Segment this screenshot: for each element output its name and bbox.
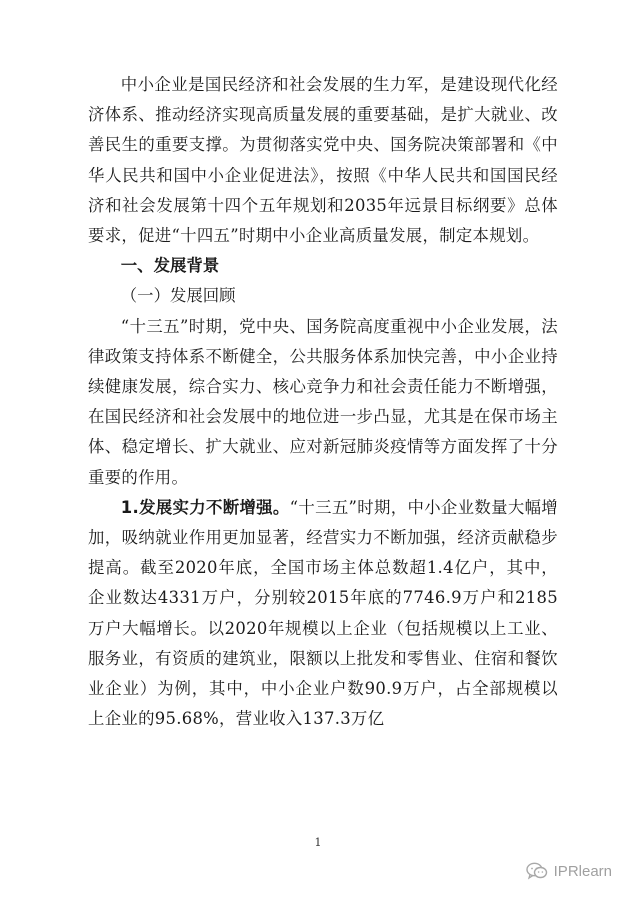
watermark [526,862,612,880]
page-number: 1 [314,836,322,849]
watermark-text: IPRlearn [553,862,612,880]
point-1-paragraph [88,493,558,735]
intro-paragraph: 中小企业是国民经济和社会发展的生力军，是建设现代化经济体系、推动经济实现高质量发展的重要基础，是扩大就业、改善民生的重要支撑。为贯彻落实党中央、国务院决策部署和《中华人民共和国中小企业促进法》，按照《中华人民共和国国民经济和社会发展第十四个五年规划和2035年远景目标纲要》总体要求，促进“十四五”时期中小企业高质量发展，制定本规划。 [88,75,558,246]
section-heading: 一、发展背景 [120,256,220,276]
wechat-icon [526,862,548,880]
document-body [88,70,558,734]
subsection-heading: （一）发展回顾 [120,286,236,306]
review-paragraph: “十三五”时期，党中央、国务院高度重视中小企业发展，法律政策支持体系不断健全，公共服务体系加快完善，中小企业持续健康发展，综合实力、核心竞争力和社会责任能力不断增强，在国民经济和社会发展中的地位进一步凸显，尤其是在保市场主体、稳定增长、扩大就业、应对新冠肺炎疫情等方面发挥了十分重要的作用。 [88,316,558,487]
point-1-body: “十三五”时期，中小企业数量大幅增加，吸纳就业作用更加显著，经营实力不断加强，经济贡献稳步提高。截至2020年底，全国市场主体总数超1.4亿户，其中，企业数达4331万户，分别较2015年底的7746.9万户和2185万户大幅增长。以2020年规模以上企业（包括规模以上工业、服务业，有资质的建筑业，限额以上批发和零售业、住宿和餐饮业企业）为例，其中，中小企业户数90.9万户，占全部规模以上企业的95.68%，营业收入137.3万亿 [88,497,558,729]
point-1-lead: 1.发展实力不断增强。 [120,497,290,517]
